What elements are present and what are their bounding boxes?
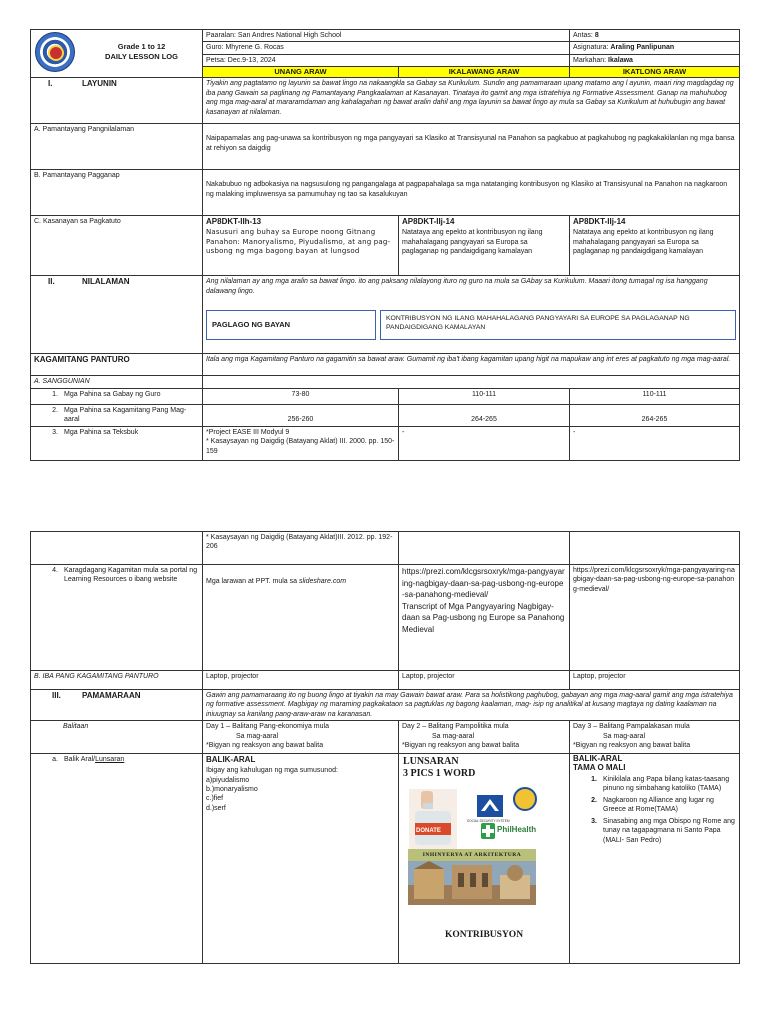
kasanayan-day3: AP8DKT-IIj-14 Natataya ang epekto at kontribusyon ng ilang mahahalagang pangyayari sa Europa sa paglaganap ng pandaigdigang kamalayan xyxy=(570,216,740,276)
kasanayan-day2: AP8DKT-IIj-14 Natataya ang epekto at kontribusyon ng ilang mahahalagang pangyayari sa Europa sa paglaganap ng pandaigdigang kamalayan xyxy=(399,216,570,276)
tama-o-mali-list xyxy=(573,775,736,845)
iba-day1: Laptop, projector xyxy=(203,671,399,690)
prezi-link-day3[interactable]: https://prezi.com/klcgsrsoxryk/mga-pangyayaring-nagbigay-daan-sa-pag-usbong-ng-europe-sa-panahong-medieval/ xyxy=(570,565,740,671)
balik-aral-label: a. Balik Aral/ Lunsaran xyxy=(31,754,203,964)
philhealth-label: PhilHealth xyxy=(497,825,537,835)
karagdagang-day2: https://prezi.com/klcgsrsoxryk/mga-pangyayaring-nagbigay-daan-sa-pag-usbong-ng-europe-sa-panahong-medieval/ Transcript of Mga Pangyayaring Nagbigay-daan sa Pag-usbong ng Europe sa Panahong Medieval xyxy=(399,565,570,671)
grade-label: Grade 1 to 12 xyxy=(117,41,166,51)
teksbuk-label: 3. Mga Pahina sa Teksbuk xyxy=(31,426,203,460)
quarter-field: Markahan: Ikalawa xyxy=(570,54,740,66)
pangnilalaman-text: Naipapamalas ang pag-unawa sa kontribusyon ng mga pangyayari sa Klasiko at Transisyunal na Panahon sa pagkabuo at pagkahubog ng pagkakakilanlan ng mga bansa at rehiyon sa daigdig xyxy=(203,124,740,170)
donate-label: DONATE xyxy=(416,828,441,835)
antas-field: Antas: 8 xyxy=(570,30,740,42)
nilalaman-heading: II. NILALAMAN xyxy=(31,276,203,354)
school-field: Paaralan: San Andres National High School xyxy=(203,30,570,42)
seal-emblem-icon xyxy=(513,787,537,811)
teksbuk-continued-day1: * Kasaysayan ng Daigdig (Batayang Aklat)III. 2012. pp. 192-206 xyxy=(203,532,399,565)
dll-table-page2 xyxy=(30,531,740,964)
topic-box-day1: PAGLAGO NG BAYAN xyxy=(206,310,376,340)
nilalaman-text: Ang nilalaman ay ang mga aralin sa bawat lingo. ito ang paksang nilalayong ituro ng guro na mula sa GAbay sa Kurikulum. Maaari itong tumagal ng isa hanggang dalawang lingo. xyxy=(206,278,708,295)
date-field: Petsa: Dec.9-13, 2024 xyxy=(203,54,570,66)
sanggunian-label: A. SANGGUNIAN xyxy=(31,376,203,388)
kasanayan-day1: AP8DKT-IIh-13 Nasusuri ang buhay sa Europe noong Gitnang Panahon: Manoryalismo, Piyudalismo, at ang pag- usbong ng mga bagong bayan at lungsod xyxy=(203,216,399,276)
header-logo-cell xyxy=(31,30,203,78)
lunsaran-day2: LUNSARAN 3 PICS 1 WORD DONATE SOCIAL SECURITY SYSTEM PhilHealth INHINYERYA AT ARKITEKTURA KONTRIBUSYON xyxy=(399,754,570,964)
mag-aaral-day2: 264-265 xyxy=(399,404,570,426)
kontribusyon-answer: KONTRIBUSYON xyxy=(444,930,524,941)
kagamitan-heading: KAGAMITANG PANTURO xyxy=(31,354,203,376)
iba-pang-kagamitan-label: B. IBA PANG KAGAMITANG PANTURO xyxy=(31,671,203,690)
balitaan-day1: Day 1 – Balitang Pang-ekonomiya mula Sa mag-aaral *Bigyan ng reaksyon ang bawat balita xyxy=(203,721,399,754)
nilalaman-cell xyxy=(203,276,740,354)
page-2 xyxy=(30,531,739,964)
dll-label: DAILY LESSON LOG xyxy=(105,52,178,61)
kagamitan-text: Itala ang mga Kagamitang Panturo na gagamitin sa bawat araw. Gumamit ng iba't ibang kagamitan upang higit na mapukaw ang int eres at pagkatuto ng mga mag-aaral. xyxy=(203,354,740,376)
balik-aral-day1: BALIK-ARAL Ibigay ang kahulugan ng mga sumusunod: a)piyudalismo b.)monaryalismo c.)fief d.)serf xyxy=(203,754,399,964)
list-item: 2. Nagkaroon ng Alliance ang lugar ng Greece at Rome(TAMA) xyxy=(591,796,714,814)
layunin-heading: I. LAYUNIN xyxy=(31,78,203,124)
gabay-guro-day2: 110-111 xyxy=(399,388,570,404)
karagdagang-day1: Mga larawan at PPT. mula sa slideshare.com xyxy=(203,565,399,671)
day3-header: IKATLONG ARAW xyxy=(570,67,740,78)
teksbuk-day2: - xyxy=(399,426,570,460)
mag-aaral-day1: 256-260 xyxy=(203,404,399,426)
day1-header: UNANG ARAW xyxy=(203,67,399,78)
prezi-link-day2[interactable]: https://prezi.com/klcgsrsoxryk/mga-pangyayaring-nagbigay-daan-sa-pag-usbong-ng-europe-sa-panahong-medieval/ xyxy=(402,567,565,600)
mag-aaral-day3: 264-265 xyxy=(570,404,740,426)
subject-field: Asignatura: Araling Panlipunan xyxy=(570,42,740,54)
teksbuk-day1: *Project EASE III Modyul 9 * Kasaysayan ng Daigdig (Batayang Aklat) III. 2000. pp. 150-159 xyxy=(203,426,399,460)
pamamaraan-text: Gawin ang pamamaraang ito ng buong lingo at tiyakin na may Gawain bawat araw. Para sa holistikong paghubog, gabayan ang mga mag-aaral gamit ang mga istratehiya ng formative assessment. Magbigay ng maraming pagkakataon sa pagtuklas ng bagong kaalaman, mag- isip ng analitikal at kusang magtaya ng dating kaalaman na iniuugnay sa kanilang pang-araw-araw na karanasan. xyxy=(203,690,740,721)
topic-box-day2-3: KONTRIBUSYON NG ILANG MAHAHALAGANG PANGYAYARI SA EUROPE SA PAGLAGANAP NG PANDAIGDIGANG KAMALAYAN xyxy=(380,310,736,340)
pamamaraan-heading: III. PAMAMARAAN xyxy=(31,690,203,721)
sss-logo-icon xyxy=(477,795,503,817)
balitaan-label: Balitaan xyxy=(31,721,203,754)
page-1 xyxy=(30,29,739,461)
three-pics-image xyxy=(403,783,565,943)
philhealth-cross-icon xyxy=(481,823,495,839)
iba-day2: Laptop, projector xyxy=(399,671,570,690)
gabay-guro-label: 1. Mga Pahina sa Gabay ng Guro xyxy=(31,388,203,404)
list-item: 1. Kinikilala ang Papa bilang katas-taasang pinuno ng simbahang katoliko (TAMA) xyxy=(591,775,730,793)
kasanayan-label: C. Kasanayan sa Pagkatuto xyxy=(31,216,203,276)
gabay-guro-day3: 110-111 xyxy=(570,388,740,404)
balitaan-day3: Day 3 – Balitang Pampalakasan mula Sa mag-aaral *Bigyan ng reaksyon ang bawat balita xyxy=(570,721,740,754)
balik-aral-day3: BALIK-ARAL TAMA O MALI 1. Kinikilala ang Papa bilang katas-taasang pinuno ng simbahang katoliko (TAMA) 2. Nagkaroon ng Alliance ang lugar ng Greece at Rome(TAMA) 3. Sinasabing ang mga Obispo ng Rome ang tunay na tagapagmana ni Santo Papa (MALI- San Pedro) xyxy=(570,754,740,964)
donation-jar-icon xyxy=(407,789,459,849)
kagamitang-mag-aaral-label: 2. Mga Pahina sa Kagamitang Pang Mag-aaral xyxy=(31,404,203,426)
pangnilalaman-label: A. Pamantayang Pangnilalaman xyxy=(31,124,203,170)
pagganap-label: B. Pamantayang Pagganap xyxy=(31,170,203,216)
dll-table-page1 xyxy=(30,29,740,461)
karagdagang-kagamitan-label: 4. Karagdagang Kagamitan mula sa portal ng Learning Resources o ibang website xyxy=(31,565,203,671)
deped-seal-logo xyxy=(35,32,75,72)
teacher-field: Guro: Mhyrene G. Rocas xyxy=(203,42,570,54)
iba-day3: Laptop, projector xyxy=(570,671,740,690)
gabay-guro-day1: 73-80 xyxy=(203,388,399,404)
list-item: 3. Sinasabing ang mga Obispo ng Rome ang tunay na tagapagmana ni Santo Papa (MALI- San Pedro) xyxy=(591,817,735,844)
sss-caption: SOCIAL SECURITY SYSTEM xyxy=(467,819,510,824)
layunin-text: Tiyakin ang pagtatamo ng layunin sa bawat lingo na nakaangkla sa Gabay sa Kurikulum. Sundin ang pamamaraan upang matamo ang l ayunin, maari ring magdagdag ng iba pang Gawain sa paglinang ng Pamantayang Pangkaalaman at Kasanayan. Tinataya ito gamit ang mga istratehiya ng Formative Assessment. Ganap na mahuhubog ang mga mag-aaral at mararamdaman ang kahalagahan ng bawat aralin dahil ang mga layunin sa bawat lingo ay mula sa Gabay sa Kurikulum at huhubugin ang bawat kasanayan at nilalaman. xyxy=(203,78,740,124)
architecture-banner: INHINYERYA AT ARKITEKTURA xyxy=(408,849,536,861)
balitaan-day2: Day 2 – Balitang Pampolitika mula Sa mag-aaral *Bigyan ng reaksyon ang bawat balita xyxy=(399,721,570,754)
pagganap-text: Nakabubuo ng adbokasiya na nagsusulong ng pangangalaga at pagpapahalaga sa mga natatanging kontribusyon ng Klasiko at Transisyunal na Panahon na nagkaroon ng malaking impluwensya sa pamumuhay ng tao sa kasalukuyan xyxy=(203,170,740,216)
architecture-photo-icon xyxy=(408,861,536,905)
day2-header: IKALAWANG ARAW xyxy=(399,67,570,78)
teksbuk-day3: - xyxy=(570,426,740,460)
